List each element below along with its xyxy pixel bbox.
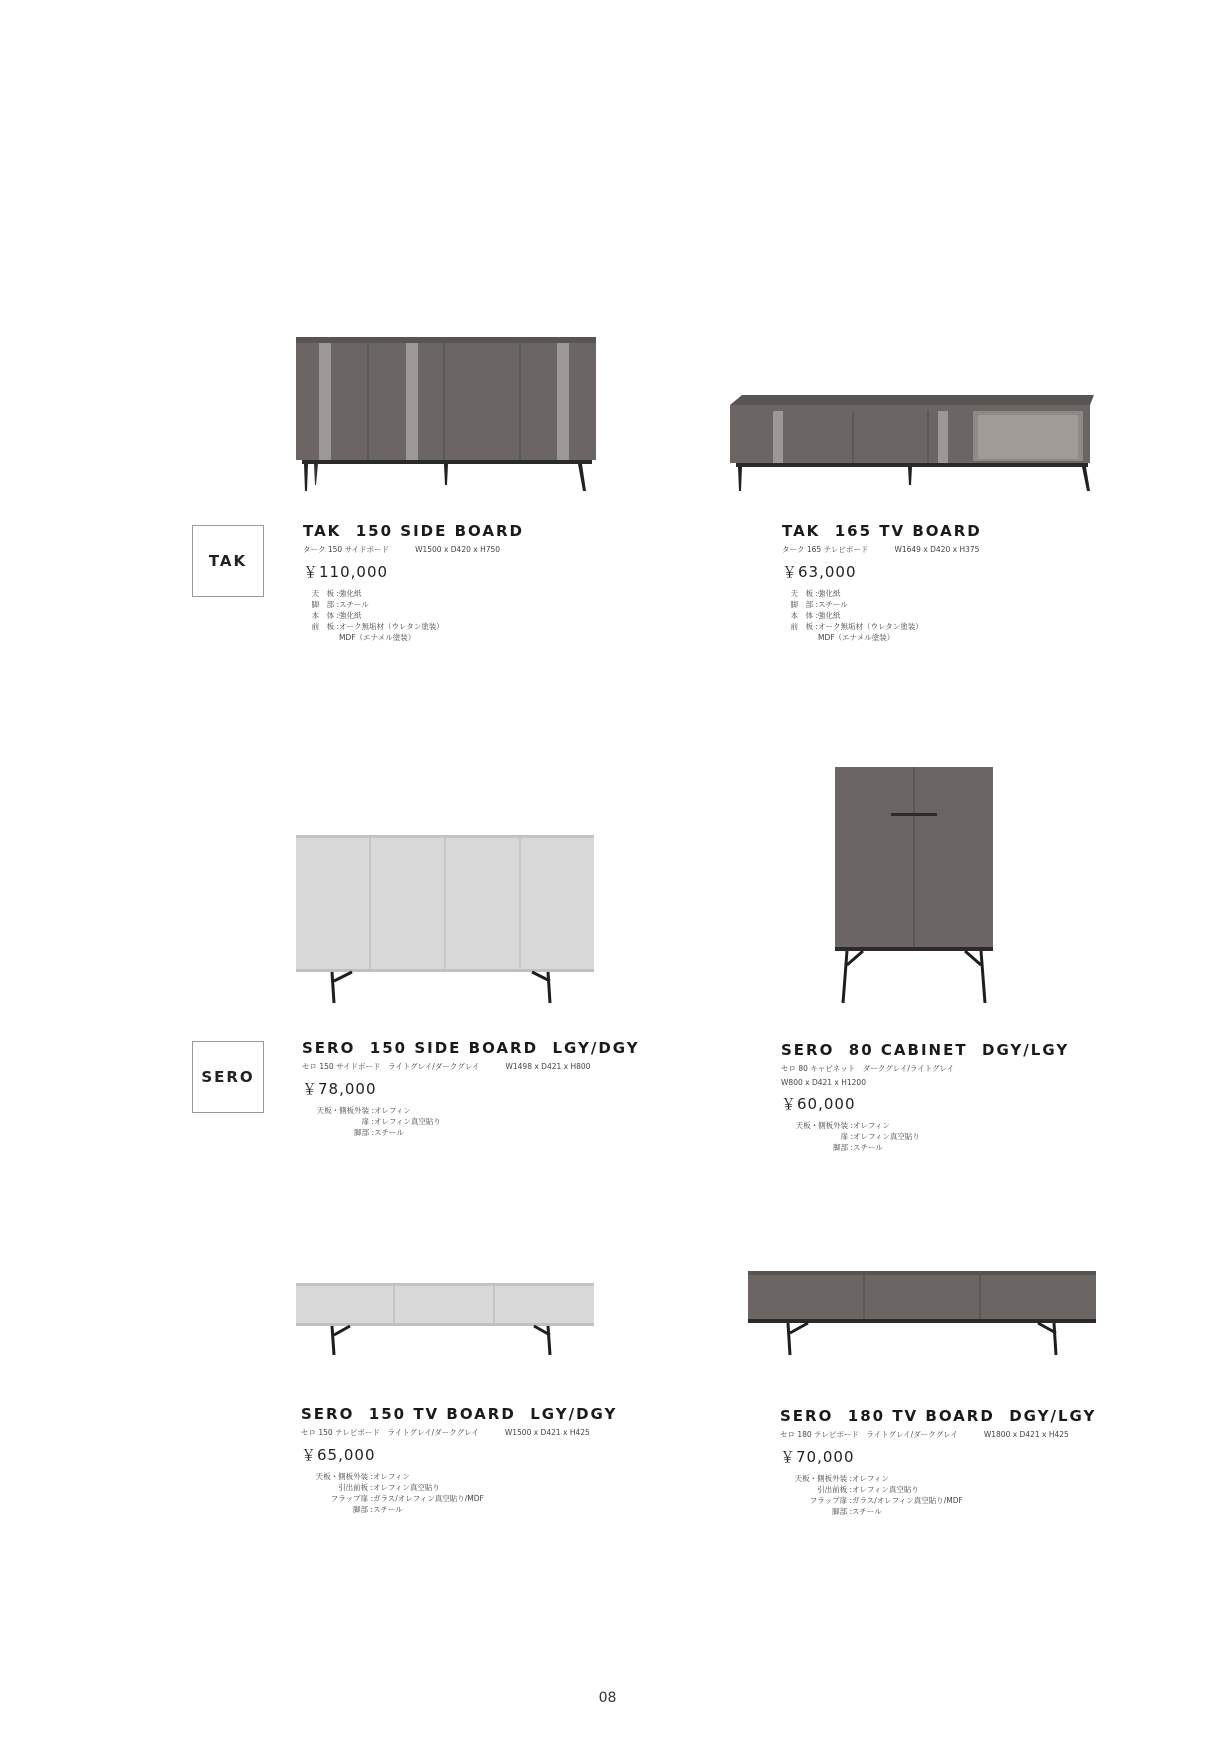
product-specs xyxy=(780,1473,1160,1517)
spec-label: 脚部 : xyxy=(780,1506,852,1517)
product-price: ￥110,000 xyxy=(303,563,389,581)
product-sub-name: ターク 165 テレビボード xyxy=(782,545,869,554)
spec-value: オレフィン真空貼り xyxy=(852,1485,919,1494)
spec-value: MDF（エナメル塗装） xyxy=(339,633,416,642)
spec-row xyxy=(301,1471,681,1482)
spec-label: 天 板 : xyxy=(782,588,818,599)
product-sero-150-side-board xyxy=(302,1039,682,1138)
spec-value: スチール xyxy=(818,600,848,609)
spec-row xyxy=(782,632,1162,643)
spec-value: 強化紙 xyxy=(339,589,362,598)
product-sero-80-cabinet xyxy=(781,1041,1161,1153)
spec-label: 引出前板 : xyxy=(301,1482,373,1493)
product-dimensions: W1498 x D421 x H800 xyxy=(505,1062,591,1071)
product-price: ￥65,000 xyxy=(301,1446,376,1464)
product-image-tak-165-tv-board xyxy=(728,393,1098,493)
spec-label: 天板・側板外装 : xyxy=(302,1105,374,1116)
spec-label: フラップ扉 : xyxy=(301,1493,373,1504)
product-tak-150-side-board xyxy=(303,522,683,643)
spec-value: オーク無垢材（ウレタン塗装） xyxy=(818,622,923,631)
product-subtitle xyxy=(303,544,683,555)
spec-label xyxy=(303,632,339,643)
product-sub-name: セロ 80 キャビネット ダークグレイ/ライトグレイ xyxy=(781,1064,955,1073)
spec-label xyxy=(782,632,818,643)
product-image-sero-80-cabinet xyxy=(833,765,995,1005)
spec-label: 扉 : xyxy=(302,1116,374,1127)
spec-label: 天板・側板外装 : xyxy=(781,1120,853,1131)
product-dimensions: W1500 x D420 x H750 xyxy=(415,545,501,554)
spec-value: スチール xyxy=(852,1507,882,1516)
series-label-sero xyxy=(192,1041,264,1113)
spec-value: ガラス/オレフィン真空貼り/MDF xyxy=(373,1494,484,1503)
product-dimensions: W1800 x D421 x H425 xyxy=(983,1430,1069,1439)
spec-value: ガラス/オレフィン真空貼り/MDF xyxy=(852,1496,963,1505)
product-subtitle xyxy=(302,1061,682,1072)
spec-row xyxy=(780,1473,1160,1484)
product-name: SERO 150 SIDE BOARD LGY/DGY xyxy=(302,1039,640,1057)
spec-value: オレフィン xyxy=(373,1472,410,1481)
spec-value: スチール xyxy=(374,1128,404,1137)
spec-label: 脚部 : xyxy=(301,1504,373,1515)
spec-label: 扉 : xyxy=(781,1131,853,1142)
product-specs xyxy=(301,1471,681,1515)
spec-row xyxy=(301,1482,681,1493)
spec-value: スチール xyxy=(853,1143,883,1152)
spec-label: 前 板 : xyxy=(303,621,339,632)
product-sero-150-tv-board xyxy=(301,1405,681,1515)
product-specs xyxy=(303,588,683,643)
spec-label: 脚部 : xyxy=(302,1127,374,1138)
spec-value: オレフィン真空貼り xyxy=(374,1117,441,1126)
product-sero-180-tv-board xyxy=(780,1407,1160,1517)
spec-value: オレフィン真空貼り xyxy=(853,1132,920,1141)
spec-row xyxy=(780,1506,1160,1517)
product-subtitle xyxy=(301,1427,681,1438)
product-image-sero-150-tv-board xyxy=(294,1281,599,1357)
spec-value: スチール xyxy=(339,600,369,609)
product-price: ￥78,000 xyxy=(302,1080,377,1098)
spec-row xyxy=(303,588,683,599)
product-subtitle xyxy=(782,544,1162,555)
spec-value: オレフィン xyxy=(852,1474,889,1483)
product-price: ￥63,000 xyxy=(782,563,857,581)
spec-row xyxy=(303,632,683,643)
spec-label: 脚 部 : xyxy=(782,599,818,610)
spec-row xyxy=(780,1495,1160,1506)
spec-label: 引出前板 : xyxy=(780,1484,852,1495)
product-name: SERO 150 TV BOARD LGY/DGY xyxy=(301,1405,618,1423)
spec-row xyxy=(782,610,1162,621)
spec-row xyxy=(302,1116,682,1127)
series-label-text: TAK xyxy=(208,552,248,570)
spec-row xyxy=(301,1504,681,1515)
spec-label: 脚部 : xyxy=(781,1142,853,1153)
product-name: SERO 180 TV BOARD DGY/LGY xyxy=(780,1407,1097,1425)
spec-row xyxy=(781,1142,1161,1153)
spec-label: 本 体 : xyxy=(782,610,818,621)
spec-row xyxy=(782,621,1162,632)
series-label-tak xyxy=(192,525,264,597)
spec-row xyxy=(301,1493,681,1504)
spec-row xyxy=(303,621,683,632)
product-specs xyxy=(302,1105,682,1138)
spec-row xyxy=(303,599,683,610)
page-number: 08 xyxy=(598,1690,617,1706)
spec-label: 天 板 : xyxy=(303,588,339,599)
spec-row xyxy=(781,1120,1161,1131)
spec-row xyxy=(782,588,1162,599)
spec-label: 前 板 : xyxy=(782,621,818,632)
product-image-tak-150-side-board xyxy=(294,335,599,493)
product-specs xyxy=(782,588,1162,643)
spec-value: オレフィン真空貼り xyxy=(373,1483,440,1492)
product-sub-name: ターク 150 サイドボード xyxy=(303,545,390,554)
product-name: SERO 80 CABINET DGY/LGY xyxy=(781,1041,1070,1059)
product-dimensions: W1649 x D420 x H375 xyxy=(894,545,980,554)
product-sub-name: セロ 180 テレビボード ライトグレイ/ダークグレイ xyxy=(780,1430,958,1439)
product-image-sero-150-side-board xyxy=(294,833,599,1005)
spec-label: 天板・側板外装 : xyxy=(301,1471,373,1482)
spec-label: 脚 部 : xyxy=(303,599,339,610)
spec-row xyxy=(780,1484,1160,1495)
spec-row xyxy=(782,599,1162,610)
product-image-sero-180-tv-board xyxy=(746,1269,1099,1357)
spec-row xyxy=(781,1131,1161,1142)
product-tak-165-tv-board xyxy=(782,522,1162,643)
product-name: TAK 165 TV BOARD xyxy=(782,522,982,540)
spec-label: 天板・側板外装 : xyxy=(780,1473,852,1484)
product-price: ￥70,000 xyxy=(780,1448,855,1466)
series-label-text: SERO xyxy=(201,1068,255,1086)
spec-label: フラップ扉 : xyxy=(780,1495,852,1506)
spec-label: 本 体 : xyxy=(303,610,339,621)
spec-row xyxy=(303,610,683,621)
spec-row xyxy=(302,1105,682,1116)
spec-row xyxy=(302,1127,682,1138)
product-price: ￥60,000 xyxy=(781,1095,856,1113)
product-sub-name: セロ 150 サイドボード ライトグレイ/ダークグレイ xyxy=(302,1062,480,1071)
spec-value: MDF（エナメル塗装） xyxy=(818,633,895,642)
spec-value: スチール xyxy=(373,1505,403,1514)
product-subtitle xyxy=(780,1429,1160,1440)
spec-value: 強化紙 xyxy=(818,589,841,598)
product-dimensions: W800 x D421 x H1200 xyxy=(781,1078,866,1087)
product-name: TAK 150 SIDE BOARD xyxy=(303,522,524,540)
spec-value: 強化紙 xyxy=(339,611,362,620)
product-dimensions: W1500 x D421 x H425 xyxy=(504,1428,590,1437)
spec-value: オーク無垢材（ウレタン塗装） xyxy=(339,622,444,631)
spec-value: オレフィン xyxy=(853,1121,890,1130)
product-sub-name: セロ 150 テレビボード ライトグレイ/ダークグレイ xyxy=(301,1428,479,1437)
spec-value: 強化紙 xyxy=(818,611,841,620)
spec-value: オレフィン xyxy=(374,1106,411,1115)
product-specs xyxy=(781,1120,1161,1153)
